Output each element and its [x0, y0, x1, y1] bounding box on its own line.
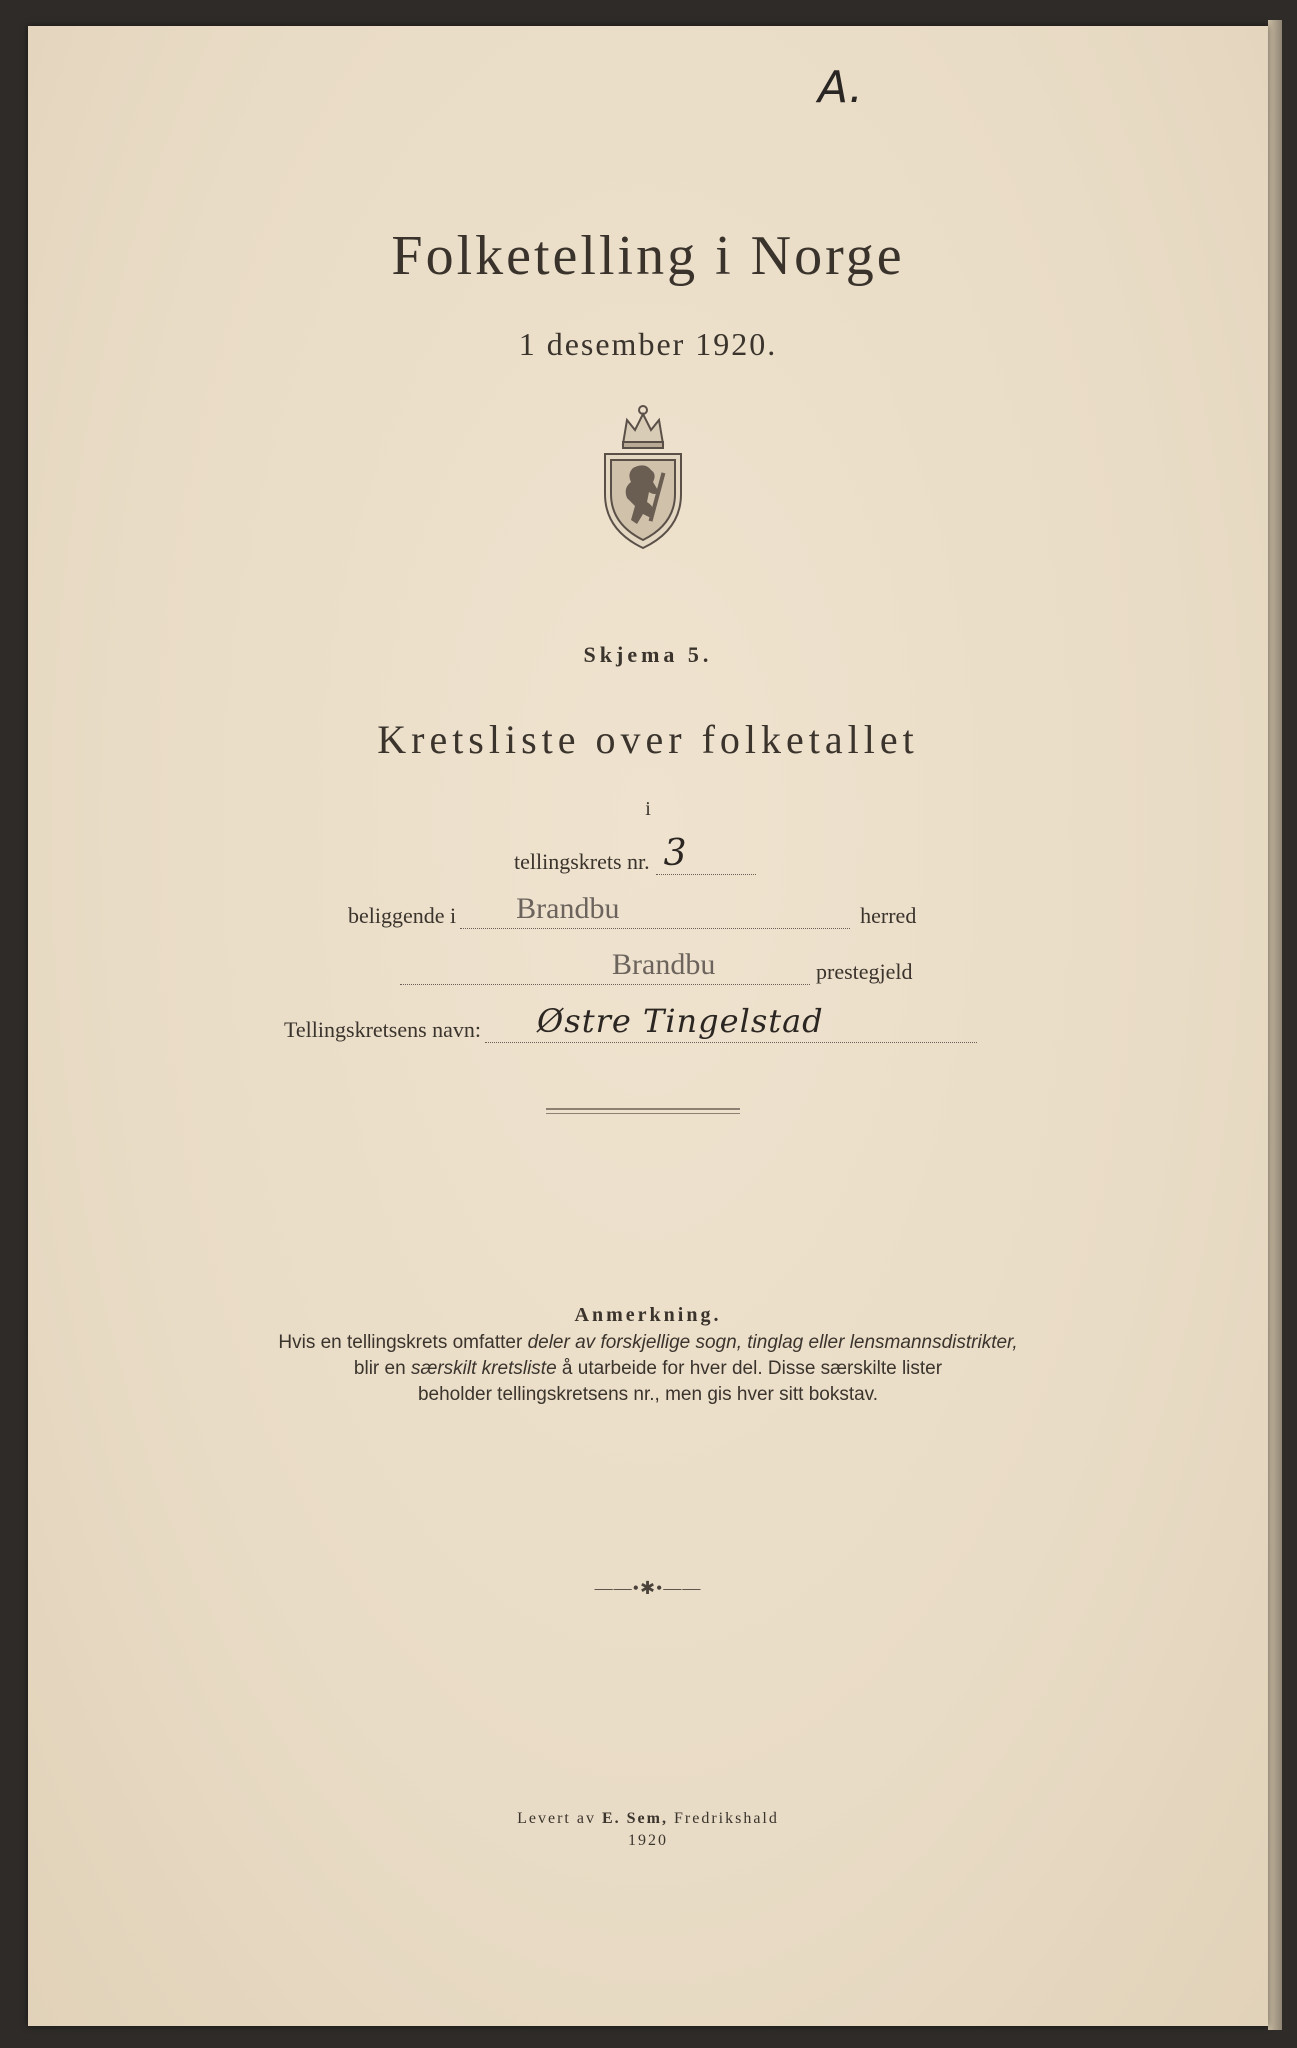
navn-label: Tellingskretsens navn: — [284, 1017, 482, 1042]
note-heading: Anmerkning. — [574, 1304, 722, 1326]
schema-number: Skjema 5. — [583, 642, 713, 667]
beliggende-label: beliggende i — [348, 903, 457, 928]
divider-rule — [546, 1108, 740, 1114]
krets-row — [514, 833, 756, 875]
printer-name: E. Sem, — [601, 1810, 668, 1827]
note-line-1 — [218, 1330, 1078, 1356]
printer-imprint — [28, 1808, 1268, 1852]
census-form-page — [28, 26, 1268, 2026]
navn-value: Østre Tingelstad — [537, 1002, 824, 1040]
krets-label: tellingskrets nr. — [514, 849, 650, 874]
form-heading: Kretsliste over folketallet — [377, 717, 919, 762]
note-line-2 — [218, 1356, 1078, 1382]
herred-row — [348, 892, 917, 929]
heading-connector: i — [645, 798, 651, 820]
printer-line — [28, 1808, 1268, 1830]
navn-field — [485, 1002, 977, 1043]
note-line-1-plain: Hvis en tellingskrets omfatter — [278, 1332, 523, 1353]
printer-prefix: Levert av — [517, 1810, 596, 1827]
census-date: 1 desember 1920. — [518, 326, 778, 362]
herred-value: Brandbu — [516, 892, 620, 925]
note-line-3: beholder tellingskretsens nr., men gis hver sitt bokstav. — [417, 1384, 879, 1405]
page-edge — [1268, 20, 1282, 2030]
note-line-2-plain: blir en — [353, 1358, 406, 1379]
herred-field — [460, 892, 850, 929]
note-line-2-italic: særskilt kretsliste — [410, 1358, 557, 1379]
note-text — [218, 1330, 1078, 1408]
prestegjeld-field — [400, 948, 810, 985]
printer-year: 1920 — [628, 1832, 668, 1849]
printer-city: Fredrikshald — [673, 1810, 779, 1827]
krets-field — [656, 833, 756, 875]
page-title: Folketelling i Norge — [391, 225, 905, 287]
note-line-1-italic: deler av forskjellige sogn, tinglag eller lensmannsdistrikter, — [527, 1332, 1018, 1353]
prestegjeld-value: Brandbu — [612, 948, 716, 981]
prestegjeld-label: prestegjeld — [816, 959, 913, 984]
corner-mark: A. — [818, 62, 863, 113]
ornament-divider: ——•✱•—— — [594, 1578, 702, 1598]
note-line-2-rest: å utarbeide for hver del. Disse særskilte lister — [561, 1358, 943, 1379]
herred-label: herred — [860, 903, 917, 928]
prestegjeld-row — [400, 948, 913, 985]
norway-coat-of-arms-icon — [593, 402, 693, 552]
krets-value: 3 — [663, 833, 687, 874]
navn-row — [284, 1002, 977, 1043]
